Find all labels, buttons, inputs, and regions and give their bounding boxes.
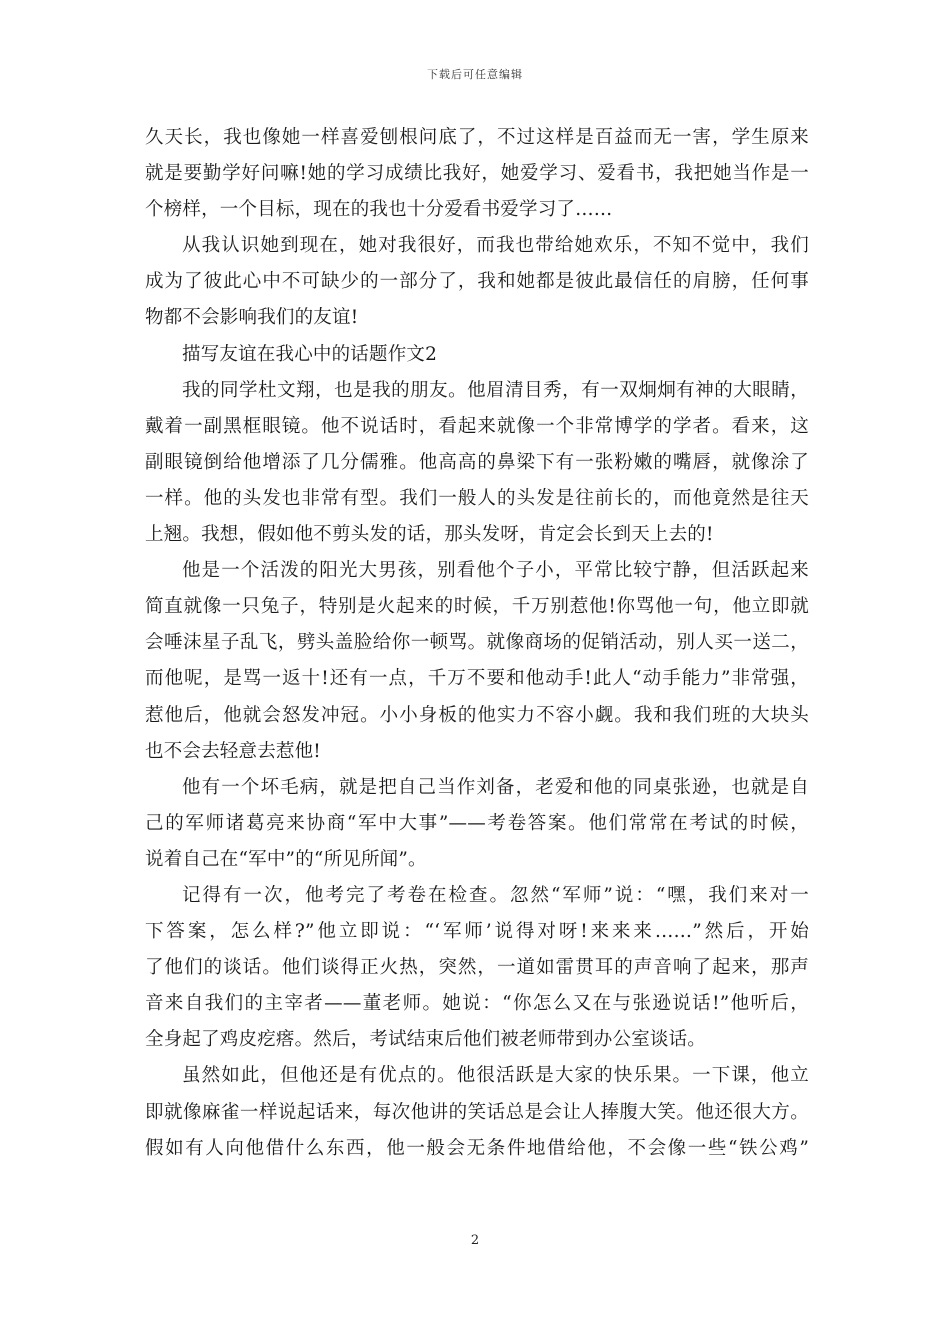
text-line: 记得有一次，他考完了考卷在检查。忽然“军师”说：“嘿，我们来对一 [182,884,809,906]
text-line: 戴着一副黑框眼镜。他不说话时，看起来就像一个非常博学的学者。看来，这 [145,415,809,437]
text-line: 简直就像一只兔子，特别是火起来的时候，千万别惹他!你骂他一句，他立即就 [145,596,809,618]
page-header: 下载后可任意编辑 [427,68,523,81]
text-line: 描写友谊在我心中的话题作文2 [182,343,438,365]
text-line: 惹他后，他就会怒发冲冠。小小身板的他实力不容小觑。我和我们班的大块头 [145,704,809,726]
text-line: 而他呢，是骂一返十!还有一点，千万不要和他动手!此人“动手能力”非常强， [145,668,809,690]
text-line: 说着自己在“军中”的“所见所闻”。 [145,848,427,870]
text-line: 一样。他的头发也非常有型。我们一般人的头发是往前长的，而他竟然是往天 [145,487,809,509]
text-line: 会唾沫星子乱飞，劈头盖脸给你一顿骂。就像商场的促销活动，别人买一送二， [145,632,809,654]
text-line: 也不会去轻意去惹他! [145,740,321,762]
text-line: 成为了彼此心中不可缺少的一部分了，我和她都是彼此最信任的肩膀，任何事 [145,271,809,293]
text-line: 从我认识她到现在，她对我很好，而我也带给她欢乐，不知不觉中，我们 [182,235,809,257]
text-line: 下答案，怎么样?”他立即说：“‘军师’说得对呀!来来来……”然后，开始 [145,921,809,943]
text-line: 音来自我们的主宰者——董老师。她说：“你怎么又在与张逊说话!”他听后， [145,993,809,1015]
text-line: 就是要勤学好问嘛!她的学习成绩比我好，她爱学习、爱看书，我把她当作是一 [145,163,809,185]
page-number: 2 [470,1233,480,1248]
text-line: 己的军师诸葛亮来协商“军中大事”——考卷答案。他们常常在考试的时候， [145,812,809,834]
text-line: 个榜样，一个目标，现在的我也十分爱看书爱学习了…… [145,199,613,221]
text-line: 我的同学杜文翔，也是我的朋友。他眉清目秀，有一双炯炯有神的大眼睛， [182,379,809,401]
text-line: 副眼镜倒给他增添了几分儒雅。他高高的鼻梁下有一张粉嫩的嘴唇，就像涂了 [145,451,809,473]
text-line: 上翘。我想，假如他不剪头发的话，那头发呀，肯定会长到天上去的! [145,524,714,546]
text-line: 假如有人向他借什么东西，他一般会无条件地借给他，不会像一些“铁公鸡” [145,1137,809,1159]
text-line: 全身起了鸡皮疙瘩。然后，考试结束后他们被老师带到办公室谈话。 [145,1029,707,1051]
document-body [145,120,809,1167]
text-line: 久天长，我也像她一样喜爱刨根问底了，不过这样是百益而无一害，学生原来 [145,127,809,148]
text-line: 即就像麻雀一样说起话来，每次他讲的笑话总是会让人捧腹大笑。他还很大方。 [145,1101,809,1123]
text-line: 他有一个坏毛病，就是把自己当作刘备，老爱和他的同桌张逊，也就是自 [182,776,809,798]
text-line: 他是一个活泼的阳光大男孩，别看他个子小，平常比较宁静，但活跃起来 [182,560,809,582]
text-line: 虽然如此，但他还是有优点的。他很活跃是大家的快乐果。一下课，他立 [182,1065,809,1087]
text-line: 物都不会影响我们的友谊! [145,307,359,329]
text-line: 了他们的谈话。他们谈得正火热，突然，一道如雷贯耳的声音响了起来，那声 [145,957,809,979]
